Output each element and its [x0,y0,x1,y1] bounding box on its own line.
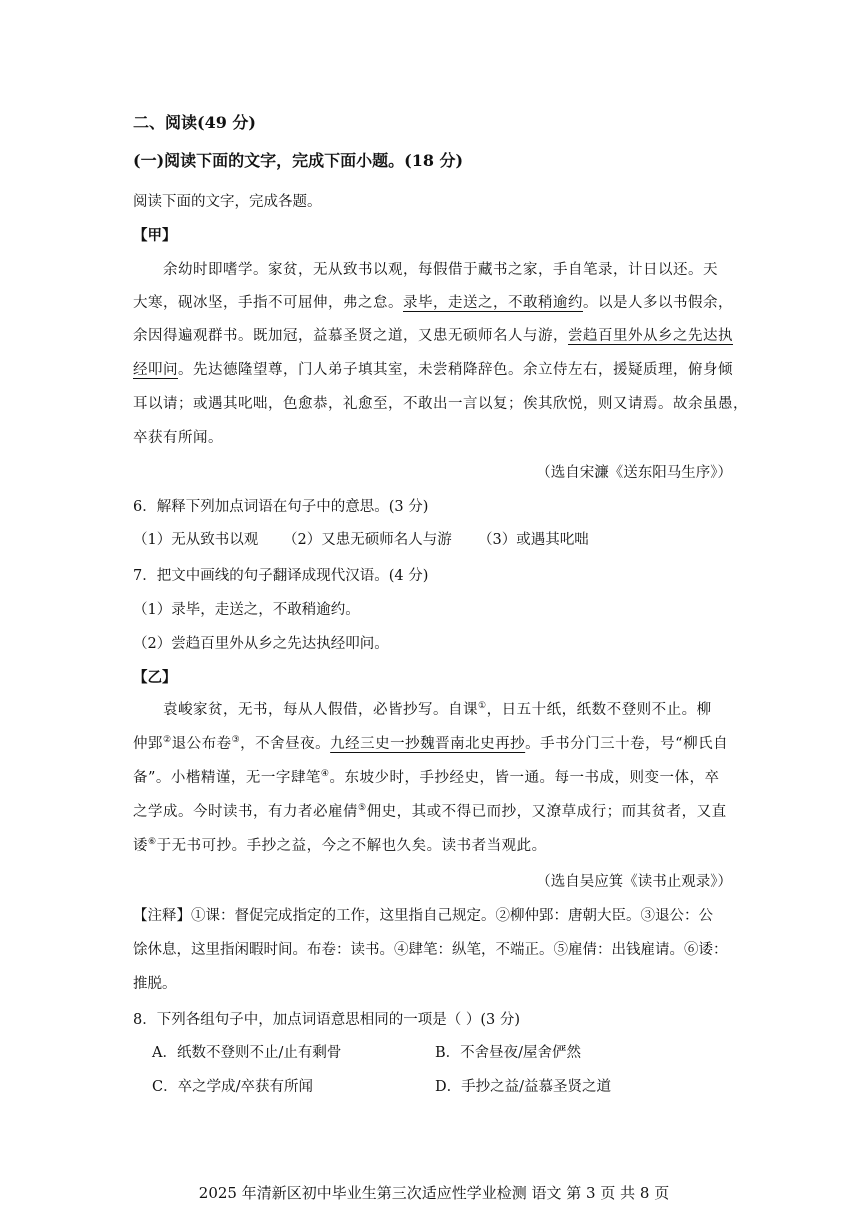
question-7-item-2: （2）尝趋百里外从乡之先达执经叩问。 [133,636,389,652]
option-a: A．纸数不登则不止/止有剩骨 [152,1045,342,1061]
annotation-line: 【注释】①课：督促完成指定的工作，这里指自己规定。②柳仲郢：唐朝大臣。③退公：公 [133,908,713,924]
text-segment: 诿 [133,838,148,854]
passage-line [163,700,712,720]
subsection-title: (一)阅读下面的文字，完成下面小题。(18 分) [133,151,464,170]
passage-line [133,734,728,754]
passage-jia-label: 【甲】 [133,227,177,244]
text-segment: 仲郢 [133,736,163,752]
annotation-line: 推脱。 [133,976,177,992]
passage-source: （选自吴应箕《读书止观录》） [536,874,732,890]
underlined-sentence: 尝趋百里外从乡之先达执 [568,328,733,344]
text-segment: 余因得遍观群书。既加冠，益慕圣贤之道，又患无硕师名人与游， [133,328,568,344]
text-segment: ，日五十纸，纸数不登则不止。柳 [486,702,712,718]
passage-line [133,428,223,448]
option-d: D．手抄之益/益慕圣贤之道 [435,1079,612,1095]
annotation-line: 馀休息，这里指闲暇时间。布卷：读书。④肆笔：纵笔，不端正。⑤雇倩：出钱雇请。⑥诿： [133,942,728,958]
passage-line [133,326,733,346]
text-segment: 袁峻家贫，无书，每从人假借，必皆抄写。自课 [163,702,478,718]
text-segment: 佣史，其或不得已而抄，又潦草成行；而其贫者，又直 [366,804,727,820]
note-marker: ⑥ [148,837,157,848]
note-marker: ③ [231,735,241,746]
passage-line [133,802,727,822]
passage-line [133,293,733,313]
text-segment: ，不舍昼夜。 [240,736,331,752]
question-8-stem: 8．下列各组句子中，加点词语意思相同的一项是（ ）(3 分) [133,1012,520,1028]
note-marker: ⑤ [358,803,367,814]
underlined-sentence: 经叩问 [133,362,178,378]
passage-yi-label: 【乙】 [133,669,177,686]
passage-line [133,836,547,856]
text-segment: 余幼时即嗜学。家贫，无从致书以观，每假借于藏书之家，手自笔录，计日以还。天 [163,262,718,278]
passage-line [163,260,718,280]
text-segment: 之学成。今时读书，有力者必雇倩 [133,804,358,820]
question-7-stem: 7．把文中画线的句子翻译成现代汉语。(4 分) [133,568,429,584]
text-segment: 。以是人多以书假余， [583,295,733,311]
text-segment: 大寒，砚冰坚，手指不可屈伸，弗之怠。 [133,295,403,311]
text-segment: 耳以请；或遇其叱咄，色愈恭，礼愈至，不敢出一言以复；俟其欣悦，则又请焉。故余虽愚， [133,396,748,412]
note-marker: ④ [320,769,330,780]
question-7-item-1: （1）录毕，走送之，不敢稍逾约。 [133,602,360,618]
underlined-sentence: 九经三史一抄魏晋南北史再抄 [330,736,526,752]
question-6-item-2: （2）又患无硕师名人与游 [283,532,452,548]
text-segment: 。先达德隆望尊，门人弟子填其室，未尝稍降辞色。余立侍左右，援疑质理，俯身倾 [178,362,733,378]
text-segment: 。手书分门三十卷，号“柳氏自 [525,736,729,752]
question-6-item-1: （1）无从致书以观 [133,532,259,548]
note-marker: ① [478,701,487,712]
passage-line [133,768,720,788]
option-b: B．不舍昼夜/屋舍俨然 [435,1045,582,1061]
text-segment: 备”。小楷精谨，无一字肆笔 [133,770,321,786]
text-segment: 于无书可抄。手抄之益，今之不解也久矣。读书者当观此。 [156,838,547,854]
text-segment: 卒获有所闻。 [133,430,223,446]
passage-line [133,394,748,414]
instruction-text: 阅读下面的文字，完成各题。 [133,194,322,210]
question-6-stem: 6．解释下列加点词语在句子中的意思。(3 分) [133,499,429,515]
page-footer: 2025 年清新区初中毕业生第三次适应性学业检测 语文 第 3 页 共 8 页 [198,1184,670,1202]
note-marker: ② [163,735,172,746]
section-title: 二、阅读(49 分) [133,113,256,132]
question-6-item-3: （3）或遇其叱咄 [478,532,589,548]
text-segment: 退公布卷 [171,736,232,752]
option-c: C．卒之学成/卒获有所闻 [152,1079,313,1095]
text-segment: 。东坡少时，手抄经史，皆一通。每一书成，则变一体，卒 [329,770,720,786]
passage-line [133,360,733,380]
underlined-sentence: 录毕，走送之，不敢稍逾约 [403,295,583,311]
passage-source: （选自宋濂《送东阳马生序》） [536,465,732,481]
